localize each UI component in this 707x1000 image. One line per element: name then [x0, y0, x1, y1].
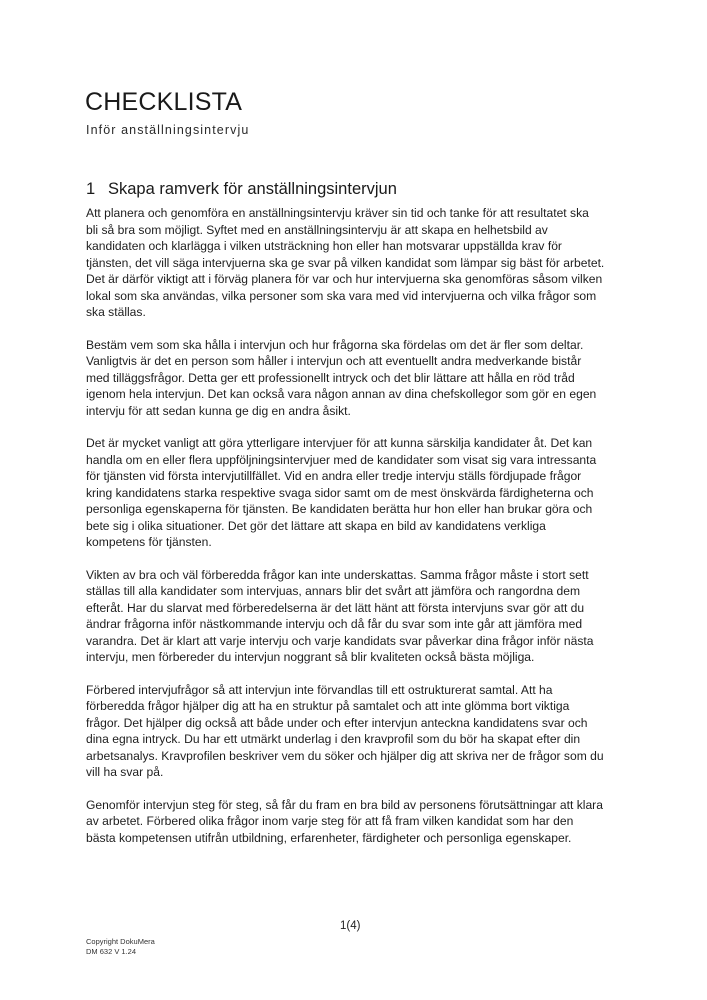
paragraph-line: igenom hela intervjun. Det kan också vara någon annan av dina chefskollegor som gör en egen: [86, 387, 597, 401]
body-paragraph: [86, 797, 626, 847]
footer: [86, 937, 155, 957]
body-paragraph: [86, 205, 626, 321]
paragraph-line: Genomför intervjun steg för steg, så får du fram en bra bild av personens förutsättningar att klara: [86, 797, 603, 812]
paragraph-line: Bestäm vem som ska hålla i intervjun och hur frågorna ska fördelas om det är fler som deltar.: [86, 337, 584, 352]
paragraph-line: dina egna intryck. Du har ett utmärkt underlag i den kravprofil som du bör ha skapat efter din: [86, 732, 581, 746]
paragraph-line: av arbetet. Förbered olika frågor inom varje steg för att få fram vilken kandidat som har den: [86, 814, 574, 828]
paragraph-line: ska ställas.: [86, 305, 146, 319]
paragraph-line: förberedda frågor hjälper dig att ha en struktur på samtalet och att inte glömma bort viktiga: [86, 699, 570, 713]
paragraph-line: Vikten av bra och väl förberedda frågor kan inte underskattas. Samma frågor måste i stort sett: [86, 567, 589, 582]
footer-doc-ref: DM 632 V 1.24: [86, 947, 137, 956]
paragraph-line: för tjänsten vid första intervjutillfället. Vid en andra eller tredje intervju ställs fördjupade frågor: [86, 469, 582, 483]
paragraph-line: med tilläggsfrågor. Detta ger ett professionellt intryck och det blir lättare att hålla en röd tråd: [86, 370, 575, 385]
paragraph-line: bete sig i olika situationer. Det gör det lättare att skapa en bild av kandidatens verkliga: [86, 518, 546, 533]
body-paragraph: [86, 337, 626, 420]
document-title: CHECKLISTA: [85, 88, 243, 116]
body-paragraph: [86, 682, 626, 781]
paragraph-line: Det är mycket vanligt att göra ytterligare intervjuer för att kunna särskilja kandidater åt. Det kan: [86, 436, 593, 450]
paragraph-line: arbetsanalys. Kravprofilen beskriver vem du söker och hjälper dig att skriva ner de frågor som du: [86, 748, 604, 763]
paragraph-line: kring kandidatens starka respektive svaga sidor samt om de mest önskvärda färdigheterna och: [86, 485, 594, 500]
paragraph-line: kompetens för tjänsten.: [86, 535, 212, 549]
paragraph-line: intervju, men förbereder du intervjun noggrant så blir kvaliteten också bästa möjliga.: [86, 650, 535, 664]
paragraph-line: varandra. Det är klart att varje intervju och varje kandidats svar påverkar dina frågor inför nästa: [86, 633, 594, 648]
section-body: [86, 205, 626, 862]
body-paragraph: [86, 435, 626, 551]
paragraph-line: Förbered intervjufrågor så att intervjun inte förvandlas till ett ostrukturerat samtal. Att ha: [86, 682, 553, 697]
paragraph-line: ställas till alla kandidater som intervjuas, annars blir det svårt att jämföra och rangordna dem: [86, 584, 581, 598]
section-heading-text: Skapa ramverk för anställningsintervjun: [108, 180, 397, 198]
body-paragraph: [86, 567, 626, 666]
paragraph-line: lokal som ska användas, vilka personer som ska vara med vid intervjuerna och vilka frågor som: [86, 288, 597, 303]
document-subtitle: Inför anställningsintervju: [86, 123, 250, 137]
paragraph-line: tjänsten, det vill säga intervjuerna ska ge svar på vilken kandidat som lämpar sig bäst för arbetet.: [86, 255, 605, 270]
paragraph-line: frågor. Det hjälper dig också att både under och efter intervjun anteckna kandidatens svar och: [86, 715, 588, 730]
paragraph-line: vill ha svar på.: [86, 765, 164, 779]
paragraph-line: personliga egenskaperna för tjänsten. Be kandidaten berätta hur hon eller han brukar göra och: [86, 502, 593, 516]
paragraph-line: Vanligtvis är det en person som håller i intervjun och att eventuellt andra medverkande bistår: [86, 354, 582, 368]
paragraph-line: kandidaten och klarlägga i vilken utsträckning hon eller han motsvarar uppställda krav för: [86, 239, 562, 253]
footer-copyright: Copyright DokuMera: [86, 937, 155, 946]
paragraph-line: intervju för att sedan kunna ge dig en andra åsikt.: [86, 403, 351, 418]
section-number: 1: [86, 180, 96, 198]
paragraph-line: ändrar frågorna inför nästkommande intervju och då får du svar som inte går att jämföra med: [86, 617, 583, 631]
paragraph-line: bästa kompetensen utifrån utbildning, erfarenheter, färdigheter och personliga egenskaper.: [86, 830, 572, 845]
paragraph-line: Att planera och genomföra en anställningsintervju kräver sin tid och tanke för att resultatet ska: [86, 206, 589, 220]
paragraph-line: Det är därför viktigt att i förväg planera för var och hur intervjuerna ska genomföras såsom vilken: [86, 272, 603, 286]
paragraph-line: efteråt. Har du slarvat med förberedelserna är det lätt hänt att första intervjuns svar gör att du: [86, 600, 585, 615]
paragraph-line: handla om en eller flera uppföljningsintervjuer med de kandidater som visat sig vara intressanta: [86, 452, 597, 467]
paragraph-line: bli så bra som möjligt. Syftet med en anställningsintervju är att skapa en helhetsbild av: [86, 222, 548, 237]
page-number: 1(4): [340, 920, 361, 932]
section-heading: [86, 180, 397, 199]
